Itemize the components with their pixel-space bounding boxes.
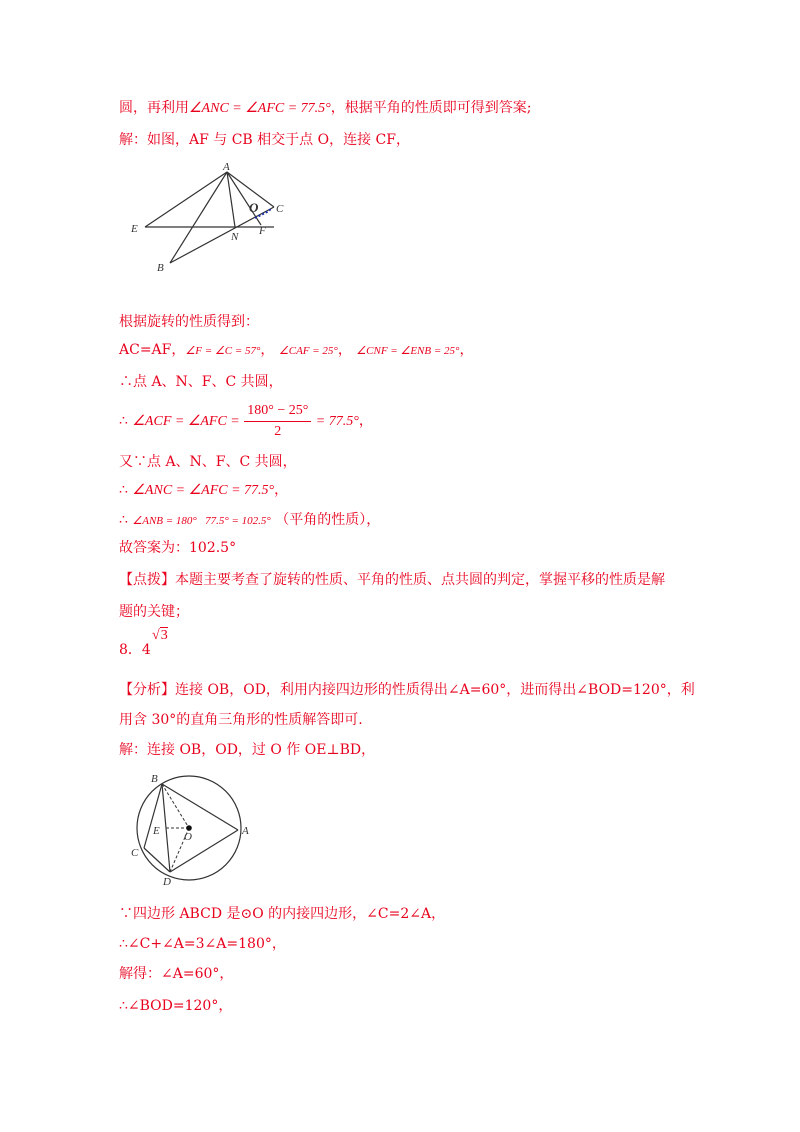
label-b2: B — [151, 773, 158, 785]
label-n: N — [231, 231, 239, 243]
line-5: ∴点 A、N、F、C 共圆， — [119, 374, 283, 390]
line-an — [227, 172, 235, 227]
line-9-math: ∠ANB = 180° 77.5° = 102.5° — [132, 515, 271, 527]
fraction-denominator: 2 — [274, 423, 282, 439]
sep-2: ， — [337, 342, 352, 358]
line-3: 根据旋转的性质得到： — [119, 314, 259, 330]
line-16: 解：连接 OB，OD，过 O 作 OE⊥BD， — [119, 742, 376, 758]
line-1-suffix: ，根据平角的性质即可得到答案; — [330, 100, 532, 116]
fraction-numerator: 180° − 25° — [244, 401, 311, 422]
line-17: ∵四边形 ABCD 是⊙O 的内接四边形，∠C=2∠A， — [119, 906, 446, 922]
line-14: 【分析】连接 OB，OD，利用内接四边形的性质得出∠A=60°，进而得出∠BOD=120°，利 — [119, 682, 695, 698]
line-20: ∴∠BOD=120°， — [119, 998, 233, 1014]
line-19: 解得：∠A=60°， — [119, 966, 234, 982]
label-a: A — [223, 161, 230, 173]
line-ab — [170, 172, 227, 263]
line-4-math-2: ∠CAF = 25° — [278, 345, 338, 357]
label-a2: A — [242, 825, 249, 837]
line-ad — [170, 830, 238, 872]
label-o: O — [249, 200, 259, 215]
line-ba — [162, 784, 238, 830]
rotation-figure — [125, 160, 295, 275]
line-bc — [144, 784, 162, 848]
line-13: 8．4 — [119, 642, 151, 658]
label-b: B — [157, 262, 164, 274]
sep-1: ， — [260, 342, 275, 358]
sqrt-radicand: 3 — [160, 628, 168, 643]
line-1-math: ∠ANC = ∠AFC = 77.5° — [189, 101, 331, 116]
circle-figure — [125, 770, 265, 888]
line-1-prefix: 圆，再利用 — [119, 100, 189, 116]
sep-3: ， — [459, 342, 474, 358]
line-8-math: ∠ANC = ∠AFC = 77.5° — [132, 483, 275, 498]
label-d2: D — [163, 876, 171, 888]
center-point — [186, 825, 192, 831]
line-9 — [119, 510, 380, 531]
line-15: 用含 30°的直角三角形的性质解答即可. — [119, 712, 363, 728]
sqrt-3 — [152, 628, 168, 644]
line-6-suffix: ， — [358, 413, 373, 429]
line-8-suffix: ， — [274, 482, 289, 498]
sqrt-sign: √ — [152, 628, 160, 643]
line-8 — [119, 480, 288, 501]
dashed-ob — [162, 784, 189, 828]
line-ea — [145, 172, 227, 227]
label-c: C — [276, 203, 284, 215]
line-12: 题的关键； — [119, 604, 189, 620]
line-4 — [119, 340, 473, 361]
line-8-prefix: ∴ — [119, 482, 128, 498]
line-11: 【点拨】本题主要考查了旋转的性质、平角的性质、点共圆的判定，掌握平移的性质是解 — [119, 572, 665, 588]
line-2: 解：如图，AF 与 CB 相交于点 O，连接 CF， — [119, 132, 410, 148]
label-o2: O — [184, 831, 192, 843]
line-9-prefix: ∴ — [119, 512, 128, 528]
line-4-math-1: ∠F = ∠C = 57° — [185, 345, 261, 357]
line-6-math: ∠ACF = ∠AFC = — [132, 414, 240, 429]
label-f: F — [259, 225, 266, 237]
line-4-prefix: AC=AF， — [119, 342, 186, 358]
fraction — [244, 401, 311, 442]
line-10: 故答案为：102.5° — [119, 540, 237, 556]
line-4-math-3: ∠CNF = ∠ENB = 25° — [356, 345, 460, 357]
line-9-suffix: （平角的性质）， — [275, 512, 381, 528]
line-1 — [119, 98, 531, 119]
line-7: 又∵点 A、N、F、C 共圆， — [119, 454, 297, 470]
label-e2: E — [153, 825, 160, 837]
line-6-prefix: ∴ — [119, 413, 128, 429]
line-6 — [119, 398, 373, 445]
line-18: ∴∠C+∠A=3∠A=180°， — [119, 936, 286, 952]
label-e: E — [131, 223, 138, 235]
line-6-result: = 77.5° — [315, 414, 359, 429]
label-c2: C — [131, 847, 139, 859]
